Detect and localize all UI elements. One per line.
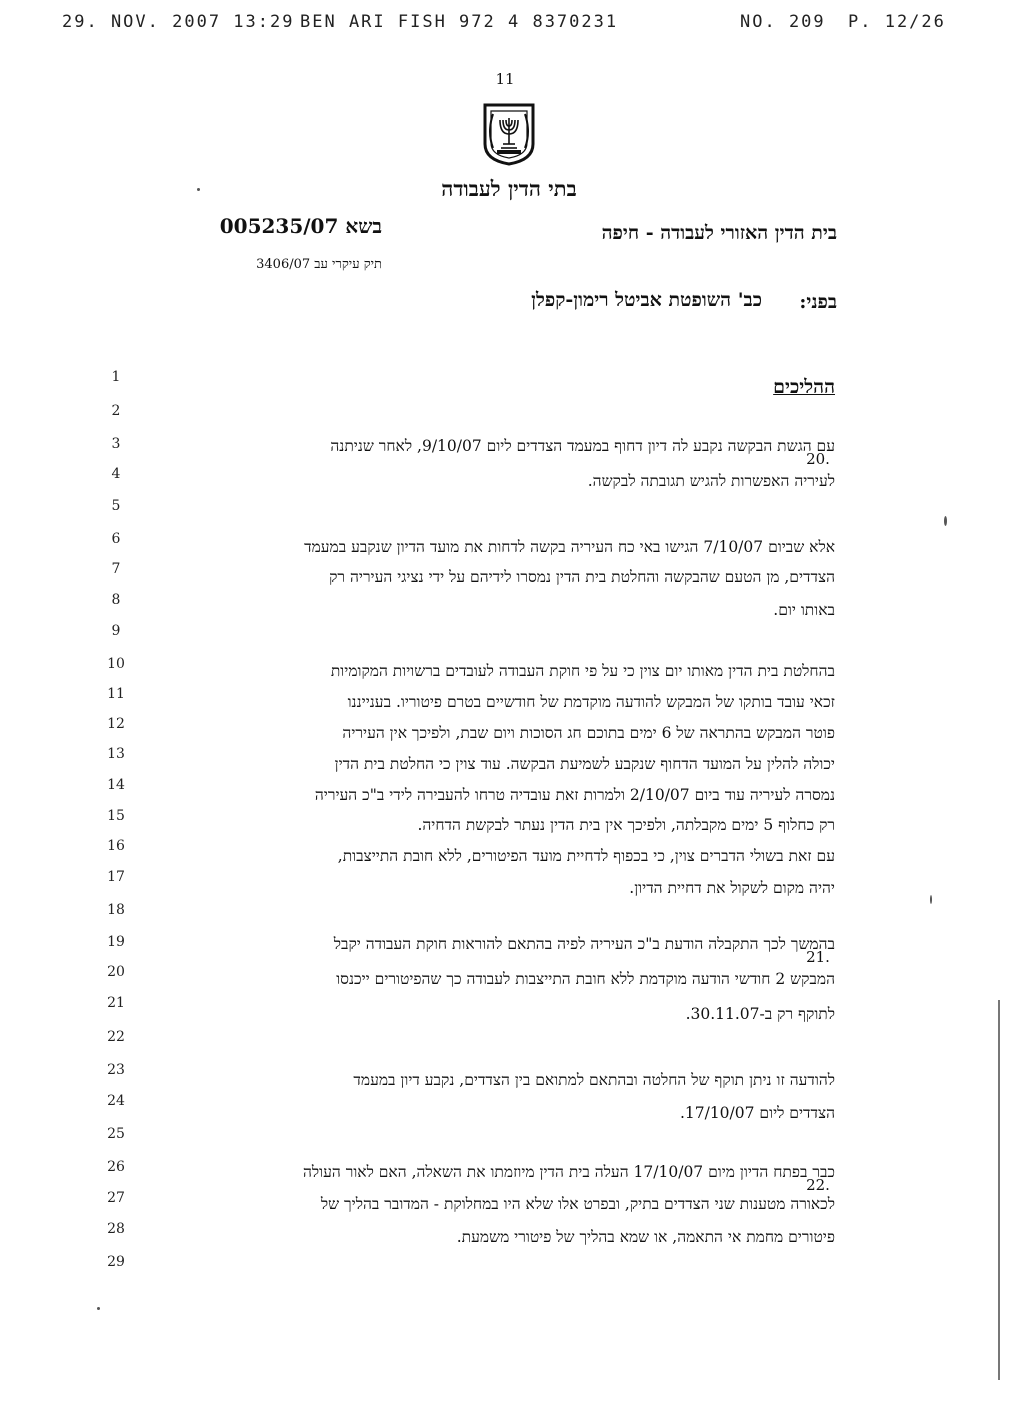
body-line: כבר בפתח הדיון מיום 17/10/07 העלה בית הדין מיוזמתו את השאלה, האם לאור העולה <box>302 1163 835 1181</box>
body-line: פוטר המבקש בהתראה של 6 ימים בתוכם חג הסוכות ויום שבת, ולפיכך אין העיריה <box>342 724 835 742</box>
line-number: 22 <box>107 1029 125 1045</box>
line-number: 21 <box>107 995 125 1011</box>
paragraph-number: 20. <box>806 450 830 468</box>
line-number: 5 <box>111 498 121 514</box>
line-number: 25 <box>107 1126 125 1142</box>
scan-speck <box>944 516 947 526</box>
line-number: 9 <box>111 623 121 639</box>
line-number: 17 <box>107 869 125 885</box>
line-number: 29 <box>107 1254 125 1270</box>
paragraph-number: 21. <box>806 948 830 966</box>
line-number: 26 <box>107 1159 125 1175</box>
body-line: עם זאת בשולי הדברים צוין, כי בכפוף לדחיית מועד הפיטורים, ללא חובת התייצבות, <box>337 847 835 865</box>
line-number: 12 <box>107 716 125 732</box>
line-number: 28 <box>107 1221 125 1237</box>
line-number: 16 <box>107 838 125 854</box>
scan-speck <box>97 1307 100 1310</box>
court-system-title: בתי הדין לעבודה <box>441 176 577 201</box>
body-line: בהחלטת בית הדין מאותו יום צוין כי על פי חוקת העבודה לעובדים ברשויות המקומיות <box>330 662 835 680</box>
before-label: בפני: <box>799 291 837 313</box>
scan-speck <box>197 188 200 191</box>
body-line: להודעה זו ניתן תוקף של החלטה ובהתאם למתואם בין הצדדים, נקבע דיון במעמד <box>353 1071 835 1089</box>
body-line: עם הגשת הבקשה נקבע לה דיון דחוף במעמד הצדדים ליום 9/10/07, לאחר שניתנה <box>330 437 835 455</box>
body-line: אלא שביום 7/10/07 הגישו באי כח העיריה בקשה לדחות את מועד הדיון שנקבע במעמד <box>304 538 835 556</box>
line-number: 24 <box>107 1093 125 1109</box>
line-number: 20 <box>107 964 125 980</box>
body-line: באותו יום. <box>773 601 835 619</box>
line-number: 19 <box>107 934 125 950</box>
fax-page: P. 12/26 <box>848 12 946 32</box>
body-line: זכאי עובד בותקו של המבקש להודעה מוקדמת של חודשיים בטרם פיטוריו. בענייננו <box>347 693 835 711</box>
body-line: לכאורה מטענות שני הצדדים בתיק, ובפרט אלו שלא היו במחלוקת - המדובר בהליך של <box>320 1195 835 1213</box>
body-line: המבקש 2 חודשי הודעה מוקדמת ללא חובת התייצבות לעבודה כך שהפיטורים ייכנסו <box>336 970 835 988</box>
line-number: 8 <box>111 592 121 608</box>
body-line: נמסרה לעיריה עוד ביום 2/10/07 ולמרות זאת עובדיה טרחו להעבירה לידי ב"כ העיריה <box>314 786 835 804</box>
line-number: 27 <box>107 1190 125 1206</box>
main-case-number: תיק עיקרי עב 3406/07 <box>256 257 382 272</box>
body-line: פיטורים מחמת אי התאמה, או שמא בהליך של פיטורי משמעת. <box>456 1228 835 1246</box>
body-line: לעיריה האפשרות להגיש תגובתה לבקשה. <box>587 472 835 490</box>
section-title: ההליכים <box>773 376 835 398</box>
body-line: הצדדים ליום 17/10/07. <box>679 1104 835 1122</box>
body-line: לתוקף רק ב-30.11.07. <box>685 1005 835 1023</box>
body-line: יהיה מקום לשקול את דחיית הדיון. <box>629 879 835 897</box>
scan-speck <box>930 895 932 904</box>
line-number: 4 <box>111 466 121 482</box>
line-number: 7 <box>111 561 121 577</box>
fax-number: NO. 209 <box>740 12 826 32</box>
line-number: 18 <box>107 902 125 918</box>
page-number: 11 <box>495 70 515 88</box>
scan-edge-line <box>998 1000 1000 1380</box>
line-number: 3 <box>111 436 121 452</box>
court-name: בית הדין האזורי לעבודה - חיפה <box>601 222 837 244</box>
line-number: 2 <box>111 403 121 419</box>
line-number: 13 <box>107 746 125 762</box>
body-line: רק כחלוף 5 ימים מקבלתה, ולפיכך אין בית הדין נעתר לבקשת הדחיה. <box>417 816 835 834</box>
case-number: בשא 005235/07 <box>219 214 382 238</box>
body-line: הצדדים, מן הטעם שהבקשה והחלטת בית הדין נמסרו לידיהם על ידי נציגי העיריה רק <box>329 568 835 586</box>
fax-sender: BEN ARI FISH 972 4 8370231 <box>300 12 619 32</box>
line-number: 23 <box>107 1062 125 1078</box>
line-number: 1 <box>111 369 121 385</box>
body-line: בהמשך לכך התקבלה הודעת ב"כ העיריה לפיה בהתאם להוראות חוקת העבודה יקבל <box>333 935 835 953</box>
line-number: 15 <box>107 808 125 824</box>
judge-name: כב' השופטת אביטל רימון-קפלן <box>531 289 762 311</box>
line-number: 11 <box>107 686 125 702</box>
line-number: 6 <box>111 531 121 547</box>
state-emblem-icon <box>481 102 537 166</box>
line-number: 10 <box>107 656 125 672</box>
paragraph-number: 22. <box>806 1176 830 1194</box>
line-number: 14 <box>107 777 125 793</box>
body-line: יכולה להלין על המועד הדחוף שנקבע לשמיעת הבקשה. עוד צוין כי החלטת בית הדין <box>334 755 835 773</box>
fax-datetime: 29. NOV. 2007 13:29 <box>62 12 295 32</box>
